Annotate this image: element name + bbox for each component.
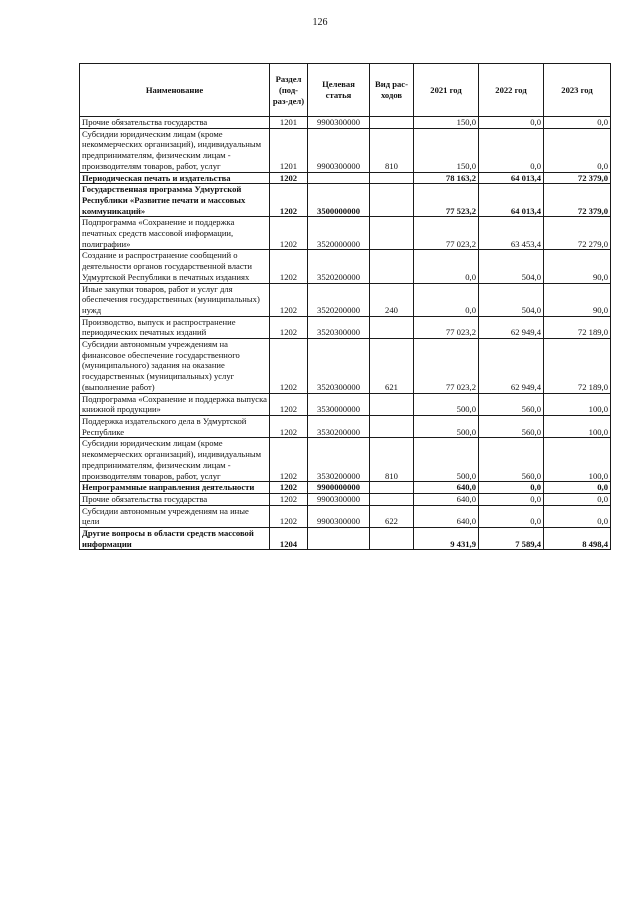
row-name: Периодическая печать и издательства (80, 172, 270, 184)
row-2021: 150,0 (414, 117, 479, 129)
row-name: Подпрограмма «Сохранение и поддержка выпуска книжной продукции» (80, 393, 270, 415)
row-section: 1202 (270, 438, 308, 482)
row-2022: 504,0 (479, 283, 544, 316)
row-section: 1202 (270, 250, 308, 283)
row-expense: 810 (370, 438, 414, 482)
row-target (308, 528, 370, 550)
row-expense (370, 117, 414, 129)
row-expense (370, 316, 414, 338)
row-2022: 62 949,4 (479, 316, 544, 338)
row-section: 1202 (270, 393, 308, 415)
row-expense (370, 172, 414, 184)
row-2023: 90,0 (544, 283, 611, 316)
row-2023: 8 498,4 (544, 528, 611, 550)
row-2023: 100,0 (544, 415, 611, 437)
row-2022: 62 949,4 (479, 339, 544, 394)
row-2022: 0,0 (479, 493, 544, 505)
row-name: Субсидии юридическим лицам (кроме некоммерческих организаций), индивидуальным предпринимателям, физическим лицам - производителям товаров, работ, услуг (80, 438, 270, 482)
table-row (80, 172, 611, 184)
row-section: 1202 (270, 172, 308, 184)
header-2021: 2021 год (414, 64, 479, 117)
row-2022: 7 589,4 (479, 528, 544, 550)
row-section: 1202 (270, 415, 308, 437)
row-2023: 0,0 (544, 482, 611, 494)
header-name: Наименование (80, 64, 270, 117)
row-2022: 504,0 (479, 250, 544, 283)
row-expense: 810 (370, 128, 414, 172)
table-row (80, 493, 611, 505)
row-2021: 77 523,2 (414, 184, 479, 217)
row-target: 9900300000 (308, 493, 370, 505)
table-row (80, 250, 611, 283)
row-expense (370, 528, 414, 550)
row-target: 3530200000 (308, 438, 370, 482)
row-expense (370, 482, 414, 494)
header-2023: 2023 год (544, 64, 611, 117)
row-section: 1202 (270, 505, 308, 527)
row-section: 1202 (270, 184, 308, 217)
table-row (80, 316, 611, 338)
row-2023: 0,0 (544, 493, 611, 505)
row-target: 9900300000 (308, 505, 370, 527)
row-expense: 621 (370, 339, 414, 394)
row-target: 3520200000 (308, 250, 370, 283)
row-name: Прочие обязательства государства (80, 493, 270, 505)
row-2023: 0,0 (544, 505, 611, 527)
row-target: 3530200000 (308, 415, 370, 437)
header-section: Раздел (под-раз-дел) (270, 64, 308, 117)
row-2021: 640,0 (414, 505, 479, 527)
table-row (80, 393, 611, 415)
table-row (80, 438, 611, 482)
row-2021: 78 163,2 (414, 172, 479, 184)
row-name: Субсидии автономным учреждениям на финансовое обеспечение государственного (муниципального) задания на оказание государственных (муниципальных) услуг (выполнение работ) (80, 339, 270, 394)
page-number: 126 (312, 17, 328, 28)
table-row (80, 415, 611, 437)
table-row (80, 128, 611, 172)
header-expense: Вид рас-ходов (370, 64, 414, 117)
row-target: 9900300000 (308, 117, 370, 129)
budget-table (79, 63, 611, 550)
table-row (80, 117, 611, 129)
row-2021: 640,0 (414, 482, 479, 494)
row-2022: 64 013,4 (479, 172, 544, 184)
row-2021: 150,0 (414, 128, 479, 172)
row-2022: 560,0 (479, 415, 544, 437)
row-2023: 72 379,0 (544, 184, 611, 217)
row-2021: 77 023,2 (414, 217, 479, 250)
row-2023: 100,0 (544, 393, 611, 415)
row-2022: 64 013,4 (479, 184, 544, 217)
row-2023: 72 189,0 (544, 339, 611, 394)
row-expense (370, 184, 414, 217)
row-2023: 72 189,0 (544, 316, 611, 338)
row-section: 1202 (270, 339, 308, 394)
row-2022: 560,0 (479, 438, 544, 482)
row-target: 9900300000 (308, 128, 370, 172)
row-name: Прочие обязательства государства (80, 117, 270, 129)
row-name: Производство, выпуск и распространение периодических печатных изданий (80, 316, 270, 338)
row-2022: 560,0 (479, 393, 544, 415)
row-section: 1202 (270, 283, 308, 316)
table-row (80, 528, 611, 550)
row-section: 1202 (270, 217, 308, 250)
row-2022: 0,0 (479, 482, 544, 494)
row-2023: 90,0 (544, 250, 611, 283)
table-body (80, 117, 611, 550)
row-target: 3520000000 (308, 217, 370, 250)
table-header-row (80, 64, 611, 117)
row-2021: 500,0 (414, 415, 479, 437)
row-expense (370, 217, 414, 250)
row-2022: 0,0 (479, 128, 544, 172)
row-target (308, 172, 370, 184)
row-name: Другие вопросы в области средств массовой информации (80, 528, 270, 550)
row-section: 1201 (270, 128, 308, 172)
row-expense: 622 (370, 505, 414, 527)
row-name: Государственная программа Удмуртской Республики «Развитие печати и массовых коммуникаций» (80, 184, 270, 217)
table-row (80, 482, 611, 494)
row-2023: 0,0 (544, 128, 611, 172)
row-section: 1202 (270, 493, 308, 505)
row-2021: 0,0 (414, 283, 479, 316)
row-expense (370, 250, 414, 283)
row-2021: 77 023,2 (414, 339, 479, 394)
row-2022: 0,0 (479, 117, 544, 129)
row-section: 1202 (270, 482, 308, 494)
row-target: 9900000000 (308, 482, 370, 494)
row-name: Поддержка издательского дела в Удмуртской Республике (80, 415, 270, 437)
row-expense (370, 393, 414, 415)
row-target: 3520300000 (308, 339, 370, 394)
row-2022: 63 453,4 (479, 217, 544, 250)
row-2021: 0,0 (414, 250, 479, 283)
table-row (80, 339, 611, 394)
row-section: 1202 (270, 316, 308, 338)
row-2023: 72 379,0 (544, 172, 611, 184)
row-expense (370, 493, 414, 505)
header-target: Целевая статья (308, 64, 370, 117)
row-target: 3520200000 (308, 283, 370, 316)
row-name: Подпрограмма «Сохранение и поддержка печатных средств массовой информации, полиграфии» (80, 217, 270, 250)
table-row (80, 184, 611, 217)
row-expense (370, 415, 414, 437)
row-target: 3530000000 (308, 393, 370, 415)
row-target: 3500000000 (308, 184, 370, 217)
row-name: Иные закупки товаров, работ и услуг для обеспечения государственных (муниципальных) нужд (80, 283, 270, 316)
row-2021: 500,0 (414, 393, 479, 415)
row-name: Непрограммные направления деятельности (80, 482, 270, 494)
row-target: 3520300000 (308, 316, 370, 338)
row-expense: 240 (370, 283, 414, 316)
row-section: 1201 (270, 117, 308, 129)
table-row (80, 283, 611, 316)
row-2021: 9 431,9 (414, 528, 479, 550)
header-2022: 2022 год (479, 64, 544, 117)
row-name: Субсидии автономным учреждениям на иные цели (80, 505, 270, 527)
row-2021: 500,0 (414, 438, 479, 482)
row-name: Субсидии юридическим лицам (кроме некоммерческих организаций), индивидуальным предпринимателям, физическим лицам - производителям товаров, работ, услуг (80, 128, 270, 172)
row-2021: 77 023,2 (414, 316, 479, 338)
row-section: 1204 (270, 528, 308, 550)
row-2023: 100,0 (544, 438, 611, 482)
row-2022: 0,0 (479, 505, 544, 527)
row-2023: 72 279,0 (544, 217, 611, 250)
row-name: Создание и распространение сообщений о деятельности органов государственной власти Удмуртской Республики в печатных изданиях (80, 250, 270, 283)
row-2023: 0,0 (544, 117, 611, 129)
table-row (80, 217, 611, 250)
row-2021: 640,0 (414, 493, 479, 505)
table-row (80, 505, 611, 527)
